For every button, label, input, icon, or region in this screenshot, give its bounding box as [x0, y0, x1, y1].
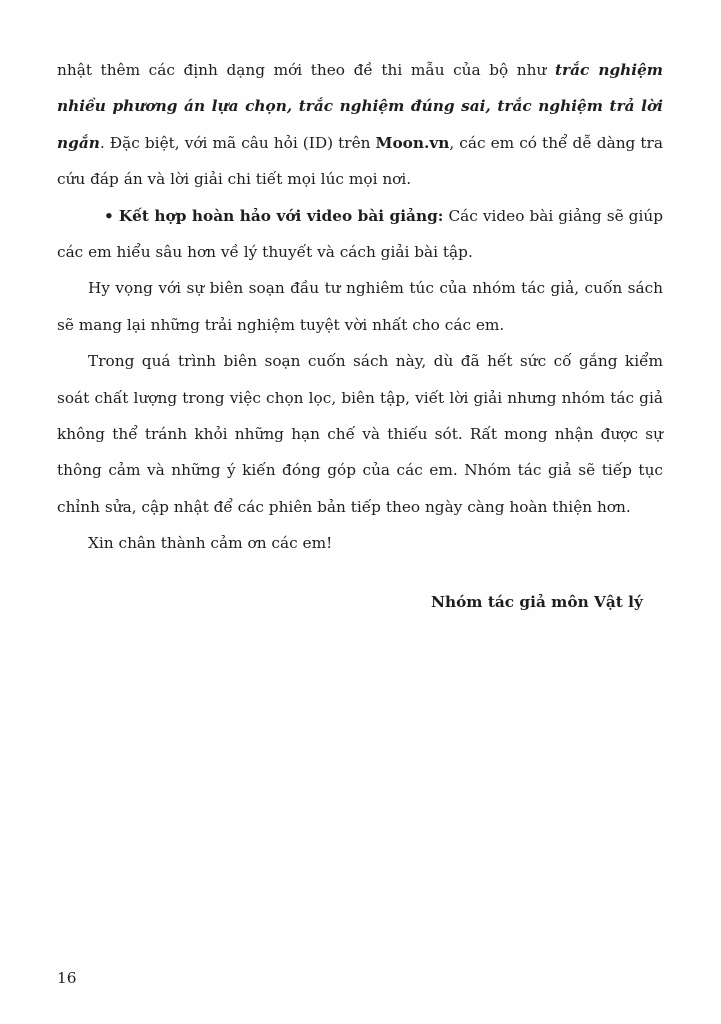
thanks-paragraph: Xin chân thành cảm ơn các em! — [88, 534, 333, 553]
page-number: 16 — [57, 969, 77, 987]
page-body — [57, 52, 663, 562]
apology-paragraph: Trong quá trình biên soạn cuốn sách này, dù đã hết sức cố gắng kiểm soát chất lượng trong việc chọn lọc, biên tập, viết lời giải nhưng nhóm tác giả không thể tránh khỏi những hạn chế và thiếu sót. Rất mong nhận được sự thông cảm và những ý kiến đóng góp của các em. Nhóm tác giả sẽ tiếp tục chỉnh sửa, cập nhật để các phiên bản tiếp theo ngày càng hoàn thiện hơn. — [57, 352, 663, 516]
bullet-text: Các video bài giảng sẽ giúp các em hiểu sâu hơn về lý thuyết và cách giải bài tập. — [57, 206, 663, 262]
intro-text-1: nhật thêm các định dạng mới theo đề thi mẫu của bộ như — [57, 61, 555, 79]
bullet-marker: • — [104, 206, 114, 225]
bullet-heading: Kết hợp hoàn hảo với video bài giảng: — [118, 206, 444, 225]
hope-paragraph: Hy vọng với sự biên soạn đầu tư nghiêm túc của nhóm tác giả, cuốn sách sẽ mang lại những trải nghiệm tuyệt vời nhất cho các em. — [57, 279, 663, 334]
moon-vn-brand: Moon.vn — [375, 133, 450, 152]
question-formats-emphasis: trắc nghiệm nhiều phương án lựa chọn, trắc nghiệm đúng sai, trắc nghiệm trả lời ngắn — [57, 61, 663, 152]
intro-text-2: . Đặc biệt, với mã câu hỏi (ID) trên — [99, 133, 376, 152]
author-signature: Nhóm tác giả môn Vật lý — [431, 593, 643, 611]
intro-text-3: , các em có thể dễ dàng tra cứu đáp án và lời giải chi tiết mọi lúc mọi nơi. — [57, 133, 663, 189]
video-bullet-paragraph — [57, 198, 663, 271]
intro-paragraph — [57, 52, 663, 198]
